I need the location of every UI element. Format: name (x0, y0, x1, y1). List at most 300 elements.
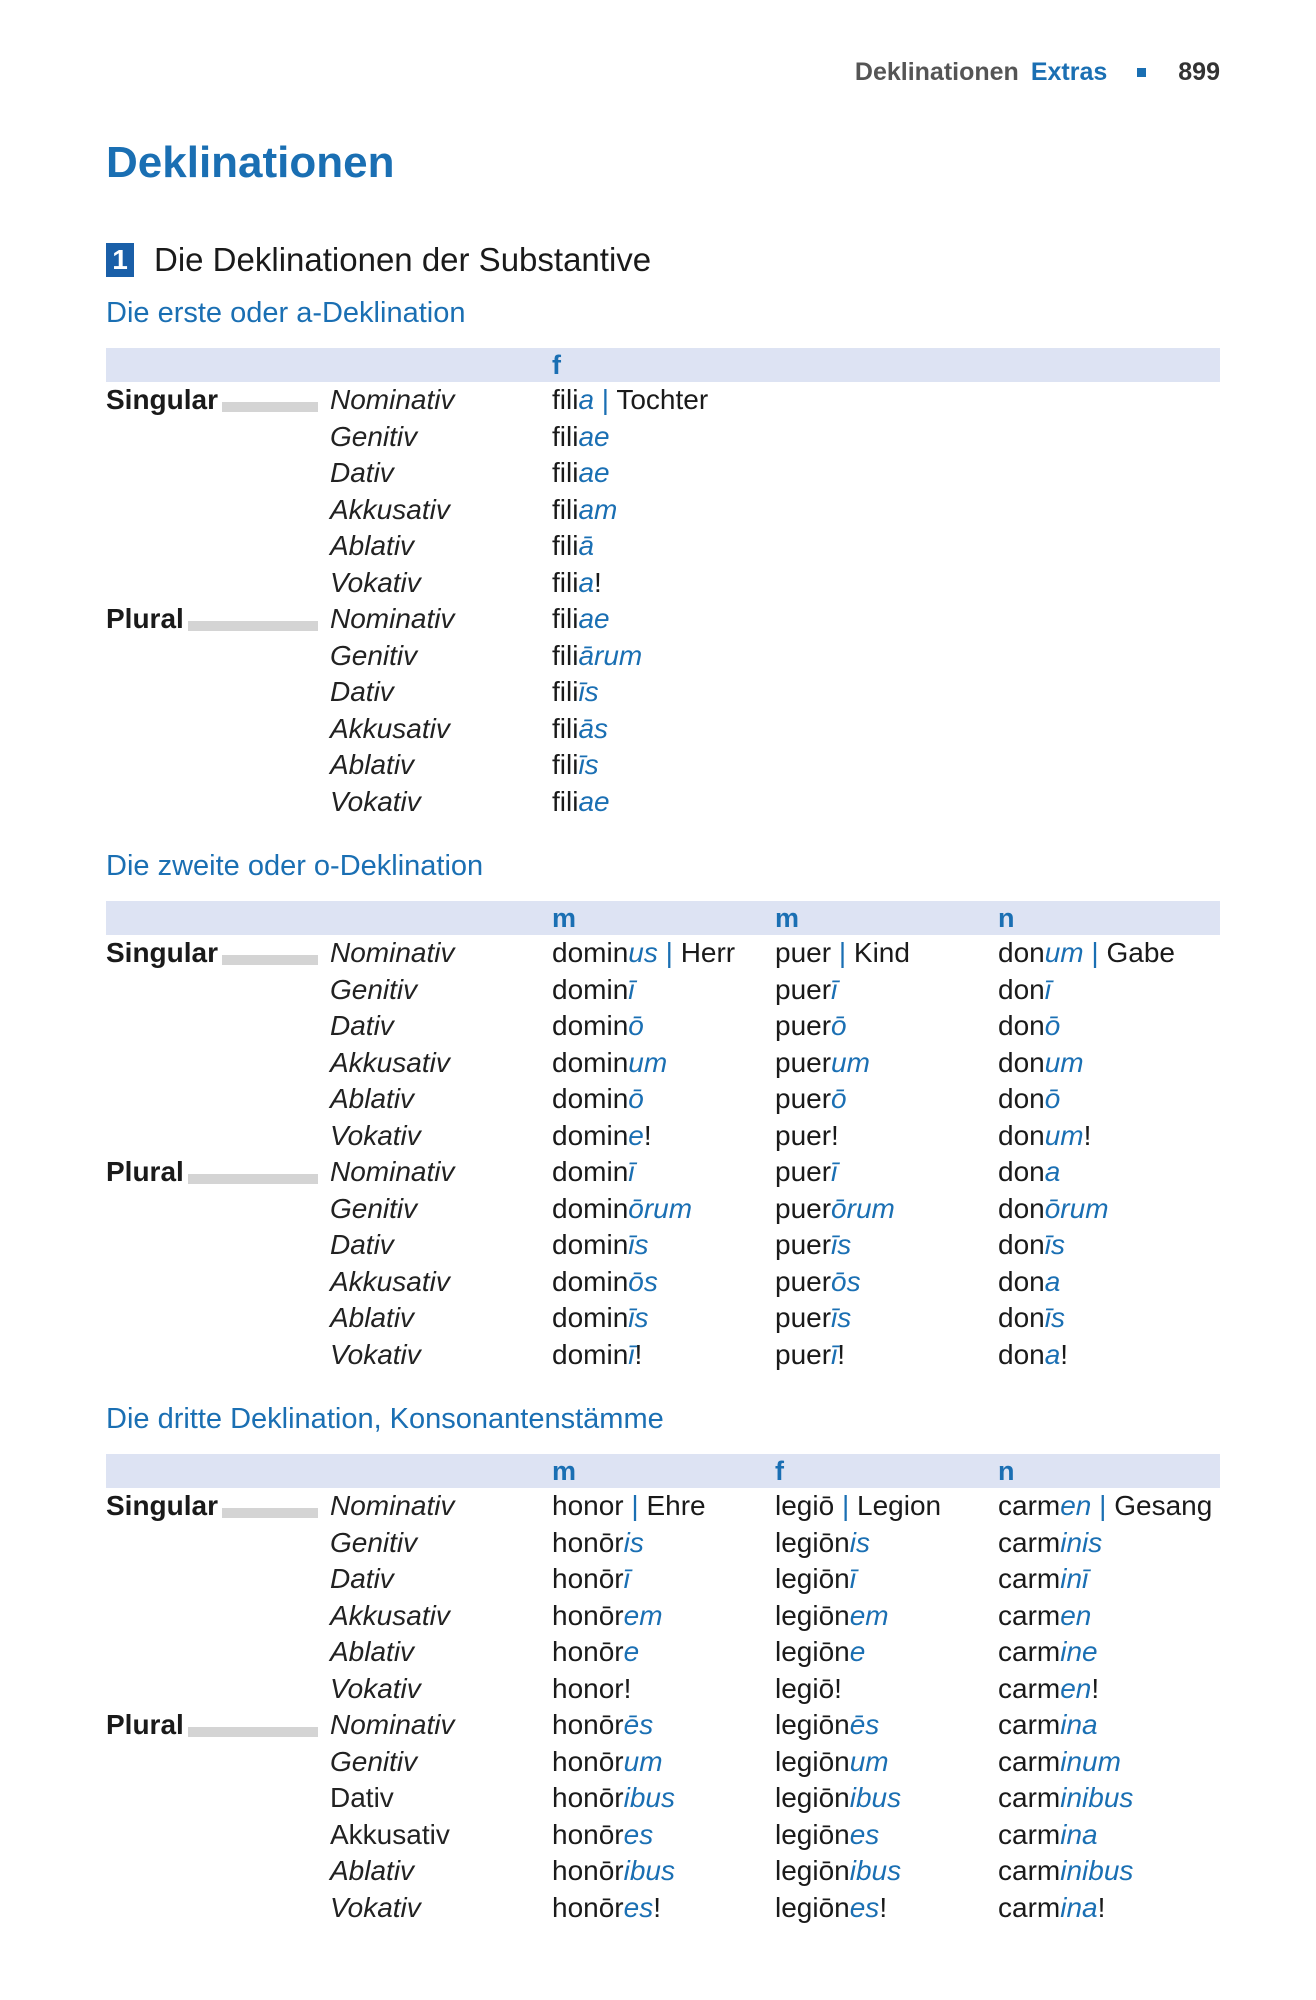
table-row (106, 1525, 1220, 1562)
form-cell (998, 1300, 1065, 1337)
form-cell (552, 1264, 658, 1301)
form-cell (998, 1744, 1121, 1781)
case-name: Akkusativ (330, 1599, 450, 1631)
word-stem: domin (552, 1010, 629, 1041)
gender-label: m (552, 903, 577, 933)
word-stem: fili (552, 676, 579, 707)
word-stem: honōr (552, 1563, 624, 1594)
table-row (106, 1300, 1220, 1337)
word-ending: inibus (1060, 1855, 1134, 1886)
table-row (106, 1890, 1220, 1927)
word-stem: legiō (775, 1490, 835, 1521)
form-cell (552, 601, 610, 638)
form-cell (998, 1045, 1084, 1082)
form-cell (552, 1191, 692, 1228)
number-rule-line (188, 621, 318, 631)
table-row (106, 1488, 1220, 1525)
form-cell (998, 1853, 1133, 1890)
word-stem: honōr (552, 1745, 624, 1777)
gender-header-row (106, 1454, 1220, 1488)
form-cell (775, 1488, 941, 1525)
word-stem: don (998, 1010, 1045, 1041)
table-row (106, 638, 1220, 675)
word-stem: carm (998, 1490, 1061, 1521)
word-stem: legiōn (775, 1745, 850, 1777)
word-stem: fili (552, 785, 579, 817)
table-row (106, 711, 1220, 748)
form-cell (998, 1817, 1098, 1854)
word-stem: domin (552, 1119, 629, 1151)
form-cell (998, 1598, 1091, 1635)
form-cell (552, 1634, 639, 1671)
word-ending: ōs (628, 1265, 658, 1297)
form-cell (998, 1671, 1099, 1708)
word-stem: domin (552, 1338, 629, 1370)
word-ending: a (578, 566, 595, 598)
word-ending: um (1044, 937, 1084, 968)
running-head (855, 52, 1220, 92)
word-ending: īs (1044, 1302, 1065, 1333)
gloss-separator: | (1083, 937, 1107, 968)
form-cell (998, 1780, 1133, 1817)
form-cell (552, 1300, 649, 1337)
gloss-translation: Gesang (1114, 1490, 1213, 1521)
form-cell (552, 711, 608, 748)
table-row (106, 528, 1220, 565)
case-name: Vokativ (330, 566, 421, 598)
form-cell (552, 1707, 653, 1744)
word-ending: ō (831, 1083, 847, 1114)
case-name: Nominativ (330, 1709, 455, 1740)
form-cell (998, 1525, 1102, 1562)
case-name: Akkusativ (330, 493, 450, 525)
word-stem: fili (552, 566, 579, 598)
form-cell (775, 1780, 901, 1817)
form-cell (552, 1154, 635, 1191)
case-name: Nominativ (330, 937, 455, 968)
word-ending: um (1044, 1046, 1084, 1078)
exclamation-mark: ! (1091, 1672, 1100, 1704)
word-stem: legiōn (775, 1636, 850, 1667)
form-cell (552, 1890, 661, 1927)
form-cell (552, 972, 635, 1009)
form-cell (552, 784, 610, 821)
section-heading (106, 240, 651, 280)
word-stem: fili (552, 530, 579, 561)
word-ending: ēs (849, 1709, 880, 1740)
exclamation-mark: ! (653, 1891, 661, 1923)
table-row (106, 455, 1220, 492)
number-rule-line (222, 955, 318, 965)
section-number-badge: 1 (106, 243, 134, 277)
word-ending: ine (1060, 1636, 1098, 1667)
form-cell (775, 1671, 842, 1708)
case-name: Vokativ (330, 1891, 421, 1923)
word-stem: carm (998, 1745, 1061, 1777)
table-row (106, 1264, 1220, 1301)
word-ending: a (1044, 1338, 1061, 1370)
word-stem: domin (552, 973, 629, 1005)
case-name: Akkusativ (330, 712, 450, 744)
table-row (106, 565, 1220, 602)
form-cell (775, 1890, 887, 1927)
form-cell (552, 747, 599, 784)
word-ending: ō (628, 1083, 644, 1114)
word-stem: honor (552, 1672, 624, 1704)
form-cell (998, 1227, 1065, 1264)
form-cell (552, 1598, 663, 1635)
form-cell (775, 1598, 889, 1635)
word-ending: ina (1060, 1709, 1098, 1740)
word-stem: fili (552, 712, 579, 744)
exclamation-mark: ! (1060, 1338, 1069, 1370)
case-name: Ablativ (330, 1083, 415, 1114)
page-number: 899 (1178, 57, 1220, 86)
word-ending: ō (831, 1010, 847, 1041)
word-ending: inibus (1060, 1782, 1134, 1813)
declension-table-o (106, 901, 1220, 1373)
word-ending: ae (578, 603, 610, 634)
word-ending: īs (831, 1302, 852, 1333)
word-ending: ina (1060, 1818, 1098, 1850)
form-cell (552, 1561, 630, 1598)
word-ending: es (849, 1818, 880, 1850)
form-cell (998, 1890, 1105, 1927)
word-stem: domin (552, 1265, 629, 1297)
table-row (106, 1817, 1220, 1854)
table-heading-third-declension: Die dritte Deklination, Konsonantenstämme (106, 1403, 664, 1435)
word-ending: am (578, 493, 618, 525)
table-row (106, 419, 1220, 456)
word-stem: legiōn (775, 1782, 850, 1813)
table-row (106, 972, 1220, 1009)
word-ending: ī (831, 1156, 838, 1187)
word-ending: īs (1044, 1229, 1065, 1260)
form-cell (998, 1488, 1212, 1525)
gender-label: f (775, 1456, 784, 1486)
word-ending: um (849, 1745, 889, 1777)
form-cell (552, 1853, 675, 1890)
word-ending: a (1044, 1156, 1061, 1187)
word-stem: fili (552, 749, 579, 780)
exclamation-mark: ! (879, 1891, 888, 1923)
form-cell (552, 419, 610, 456)
word-ending: īs (831, 1229, 852, 1260)
word-stem: don (998, 1192, 1045, 1224)
running-head-section: Deklinationen (854, 57, 1019, 86)
table-row (106, 601, 1220, 638)
word-ending: us (628, 937, 658, 968)
word-ending: es (849, 1891, 880, 1923)
case-name: Vokativ (330, 1119, 421, 1151)
gloss-separator: | (834, 1490, 858, 1521)
case-name: Ablativ (330, 1855, 415, 1886)
form-cell (775, 1634, 865, 1671)
exclamation-mark: ! (634, 1338, 643, 1370)
case-name: Genitiv (330, 1526, 418, 1558)
table-row (106, 1780, 1220, 1817)
word-ending: ae (578, 420, 610, 452)
word-ending: ō (628, 1010, 644, 1041)
word-ending: ōrum (628, 1192, 693, 1224)
word-ending: inis (1060, 1526, 1103, 1558)
word-ending: em (623, 1599, 663, 1631)
case-name: Nominativ (330, 603, 455, 634)
number-rule-line (188, 1727, 318, 1737)
word-stem: legiōn (775, 1818, 850, 1850)
word-ending: es (623, 1891, 654, 1923)
word-ending: ārum (578, 639, 643, 671)
gloss-translation: Gabe (1106, 937, 1175, 968)
form-cell (998, 1561, 1088, 1598)
number-label: Singular (106, 384, 219, 415)
number-label: Plural (106, 603, 184, 634)
gloss-separator: | (657, 937, 681, 968)
word-stem: don (998, 1156, 1045, 1187)
gender-label: n (998, 1456, 1015, 1486)
word-stem: puer (775, 1083, 832, 1114)
square-bullet-icon (1137, 68, 1146, 77)
gloss-separator: | (623, 1490, 647, 1521)
word-stem: honor (552, 1490, 624, 1521)
gloss-separator: | (594, 384, 617, 415)
case-name: Vokativ (330, 1672, 421, 1704)
form-cell (775, 1525, 870, 1562)
section-title: Die Deklinationen der Substantive (154, 241, 652, 278)
case-name: Ablativ (330, 749, 415, 780)
word-stem: legiōn (775, 1855, 850, 1886)
case-name: Ablativ (330, 1636, 415, 1667)
word-ending: is (849, 1526, 870, 1558)
case-name: Dativ (330, 1782, 394, 1813)
form-cell (998, 1118, 1091, 1155)
word-ending: inī (1060, 1563, 1089, 1594)
form-cell (775, 1744, 889, 1781)
form-cell (998, 1337, 1068, 1374)
word-ending: ōrum (831, 1192, 895, 1224)
word-stem: puer (775, 1010, 832, 1041)
table-row (106, 1045, 1220, 1082)
word-stem: legiōn (775, 1709, 850, 1740)
form-cell (775, 1118, 839, 1155)
table-row (106, 1191, 1220, 1228)
case-name: Nominativ (330, 384, 455, 415)
case-name: Dativ (330, 457, 394, 488)
word-stem: carm (998, 1818, 1061, 1850)
table-row (106, 1671, 1220, 1708)
form-cell (552, 1744, 663, 1781)
word-ending: inum (1060, 1745, 1121, 1777)
word-stem: carm (998, 1782, 1061, 1813)
form-cell (552, 1780, 675, 1817)
word-stem: domin (552, 1083, 629, 1114)
word-ending: ī (628, 1338, 635, 1370)
word-stem: honōr (552, 1782, 624, 1813)
form-cell (998, 1154, 1060, 1191)
form-cell (775, 1707, 879, 1744)
exclamation-mark: ! (831, 1119, 839, 1151)
word-ending: es (623, 1818, 654, 1850)
word-stem: carm (998, 1891, 1061, 1923)
word-stem: carm (998, 1636, 1061, 1667)
table-row (106, 935, 1220, 972)
word-stem: don (998, 1265, 1045, 1297)
word-ending: ās (578, 712, 609, 744)
word-ending: ēs (623, 1709, 654, 1740)
table-row (106, 747, 1220, 784)
word-stem: domin (552, 937, 629, 968)
word-stem: legiōn (775, 1599, 850, 1631)
form-cell (552, 492, 617, 529)
word-stem: legiōn (775, 1563, 850, 1594)
word-stem: don (998, 1302, 1045, 1333)
number-rule-line (222, 402, 318, 412)
gloss-translation: Legion (857, 1490, 942, 1521)
word-stem: honōr (552, 1709, 624, 1740)
form-cell (775, 1817, 879, 1854)
form-cell (775, 1337, 845, 1374)
table-row (106, 1227, 1220, 1264)
form-cell (552, 1081, 644, 1118)
gloss-translation: Herr (680, 937, 736, 968)
word-ending: e (849, 1636, 866, 1667)
case-name: Genitiv (330, 973, 418, 1005)
form-cell (552, 1337, 642, 1374)
word-ending: ī (1044, 973, 1051, 1005)
word-ending: ō (1044, 1010, 1061, 1041)
word-stem: puer (775, 1302, 832, 1333)
form-cell (998, 1191, 1109, 1228)
form-cell (775, 1045, 870, 1082)
gender-label: m (552, 1456, 577, 1486)
declension-table-a (106, 348, 1220, 820)
case-name: Ablativ (330, 1302, 415, 1333)
word-ending: ibus (623, 1855, 675, 1886)
form-cell (552, 935, 735, 972)
word-ending: ī (849, 1563, 856, 1594)
word-stem: fili (552, 639, 579, 671)
form-cell (998, 935, 1175, 972)
case-name: Vokativ (330, 785, 421, 817)
form-cell (775, 1227, 851, 1264)
number-rule-line (188, 1174, 318, 1184)
word-stem: honōr (552, 1599, 624, 1631)
word-stem: fili (552, 420, 579, 452)
exclamation-mark: ! (834, 1672, 842, 1704)
form-cell (775, 1561, 856, 1598)
word-stem: fili (552, 457, 579, 488)
form-cell (775, 1853, 901, 1890)
word-ending: um (1044, 1119, 1084, 1151)
word-ending: e (623, 1636, 640, 1667)
table-row (106, 1081, 1220, 1118)
word-ending: ibus (623, 1782, 675, 1813)
word-stem: don (998, 1046, 1045, 1078)
form-cell (552, 638, 642, 675)
word-ending: īs (578, 676, 599, 707)
word-ending: ōs (831, 1265, 861, 1297)
gloss-translation: Ehre (646, 1490, 706, 1521)
word-ending: ī (628, 1156, 635, 1187)
word-ending: is (623, 1526, 644, 1558)
page-title: Deklinationen (106, 138, 395, 187)
number-label: Singular (106, 1490, 219, 1521)
word-ending: ī (831, 973, 838, 1005)
table-row (106, 1008, 1220, 1045)
case-name: Dativ (330, 676, 394, 707)
gender-label: f (552, 350, 561, 380)
word-stem: legiō (775, 1672, 835, 1704)
number-rule-line (222, 1508, 318, 1518)
case-name: Genitiv (330, 1745, 418, 1777)
word-stem: carm (998, 1709, 1061, 1740)
word-stem: honōr (552, 1855, 624, 1886)
form-cell (552, 1008, 644, 1045)
gender-label: m (775, 903, 800, 933)
exclamation-mark: ! (1083, 1119, 1092, 1151)
form-cell (552, 455, 610, 492)
form-cell (775, 1154, 837, 1191)
word-stem: honōr (552, 1891, 624, 1923)
table-row (106, 1744, 1220, 1781)
word-stem: legiōn (775, 1526, 850, 1558)
word-stem: domin (552, 1192, 629, 1224)
word-ending: ina (1060, 1891, 1098, 1923)
gloss-separator: | (831, 937, 854, 968)
form-cell (998, 1264, 1060, 1301)
form-cell (552, 565, 602, 602)
word-stem: honōr (552, 1636, 624, 1667)
word-stem: don (998, 1338, 1045, 1370)
running-head-label: Extras (1030, 57, 1108, 86)
exclamation-mark: ! (623, 1672, 632, 1704)
number-label: Plural (106, 1709, 184, 1740)
word-ending: ibus (849, 1855, 902, 1886)
form-cell (775, 1191, 895, 1228)
form-cell (552, 1671, 631, 1708)
word-ending: īs (628, 1229, 649, 1260)
word-stem: honōr (552, 1818, 624, 1850)
case-name: Genitiv (330, 639, 418, 671)
word-ending: um (628, 1046, 668, 1078)
word-ending: um (831, 1046, 870, 1078)
word-stem: don (998, 1229, 1045, 1260)
word-ending: ī (628, 973, 635, 1005)
word-stem: don (998, 1083, 1045, 1114)
gloss-translation: Kind (853, 937, 910, 968)
word-ending: ī (623, 1563, 630, 1594)
word-stem: puer (775, 1265, 832, 1297)
word-ending: īs (578, 749, 599, 780)
word-ending: ōrum (1044, 1192, 1109, 1224)
form-cell (998, 1008, 1060, 1045)
word-stem: honōr (552, 1526, 624, 1558)
word-stem: domin (552, 1156, 629, 1187)
word-ending: ibus (849, 1782, 902, 1813)
word-ending: en (1060, 1599, 1092, 1631)
declension-table-third (106, 1454, 1220, 1926)
form-cell (775, 1081, 847, 1118)
table-row (106, 1561, 1220, 1598)
table-heading-a-declension: Die erste oder a-Deklination (106, 297, 466, 329)
form-cell (775, 935, 910, 972)
word-stem: carm (998, 1526, 1061, 1558)
form-cell (998, 1707, 1098, 1744)
word-ending: a (578, 384, 595, 415)
table-row (106, 1154, 1220, 1191)
table-row (106, 1853, 1220, 1890)
word-stem: domin (552, 1302, 629, 1333)
